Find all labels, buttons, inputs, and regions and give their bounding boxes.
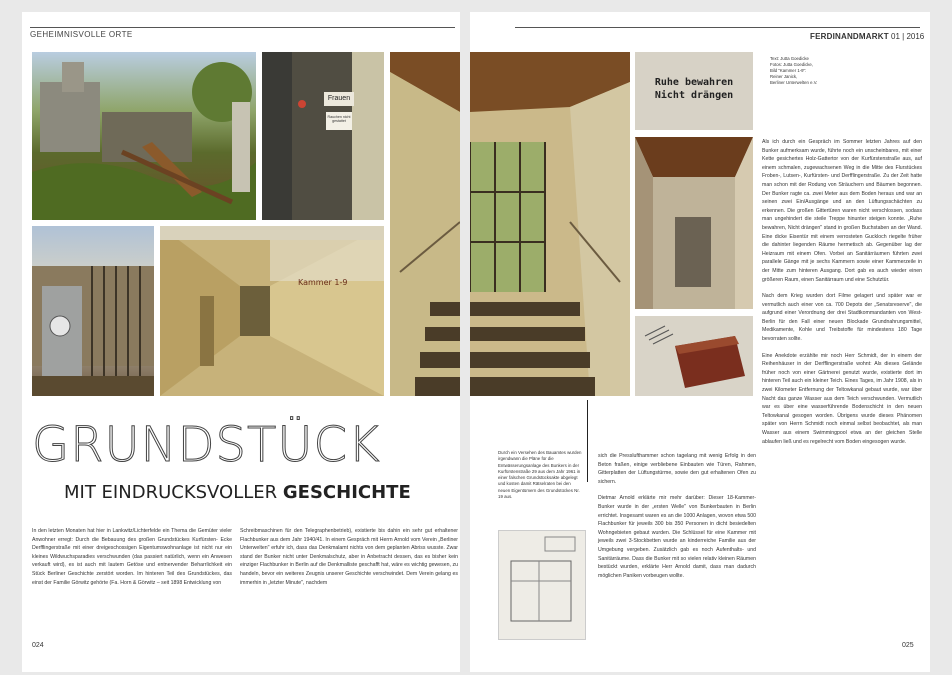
body-column-4-p3: Eine Anekdote erzählte mir noch Herr Schmidt, der in einem der Reihenhäuser in der Derfflingerstraße wohnt: Als dieses Gelände früher noch von einer Gärtnerei genutzt wurde, existierte dort im hinteren Teil auch ein kleiner Teich. Eines Tages, im Jahr 1908, als in zwei Kilometer Entfernung der Teltowkanal gebaut wurde, war über Nacht das ganze Wasser aus dem Teich verschwunden. Vermutlich war es über eine wasserführende Bodenschicht in den neuen Teltowkanal gesogen worden. Übrigens wurde dieses Phänomen später von Herrn Schmidt noch einmal selbst beobachtet, als man Wasser aus einem Swimmingpool etwa an der gleichen Stelle ablaufen ließ und es regelrecht vom Boden eingesogen wurde. bbox=[762, 352, 922, 445]
credit-line-3: Bild "Kammer 1-9": bbox=[770, 68, 807, 73]
bunker-entrance-illustration bbox=[635, 137, 753, 309]
corridor-sign-kammer: Kammer 1-9 bbox=[298, 278, 348, 287]
bunker-plan-photo bbox=[498, 530, 586, 640]
body-column-3 bbox=[598, 452, 756, 588]
issue-number: 01 | 2016 bbox=[891, 32, 925, 41]
body-column-4 bbox=[762, 138, 922, 454]
left-page-number: 024 bbox=[32, 642, 44, 649]
body-column-4-p1: Als ich durch ein Gespräch im Sommer letzten Jahres auf den Bunker aufmerksam wurde, führte noch ein unscheinbares, mit einer Kette gesichertes Holz-Gattertor von der Kurfürstenstraße aus, auf einem schmalen, zugewachsenen Weg in die Mitte des Flurstückes Froben-, Lutsen-, Kurfürsten- und Derfflingerstraße. Zu der Zeit hatte man schon mit der Rodung von Sträuchern und Bäumen begonnen. Der Bunker ragte ca. zwei Meter aus dem Boden heraus und war an seinen zwei Ein/Ausgänge und an den Lüftungsschächten zu erkennen. Die großen Gittertüren waren nicht verschlossen, sodass man ungehindert die steile Treppe hinunter steigen konnte. „Ruhe bewahren, Nicht drängen" stand in großen Buchstaben an der Wand. Eine dicke Eisentür mit einem verrosteten Guckloch riegelte früher die dahinter liegenden Räume hermetisch ab. Gegenüber lag der Heizraum mit einem Ofen. Vorbei an Sanitärräumen führten zwei parallele Gänge mit je sechs Kammern sowie einer Kammerzeile in der Mitte zum hinteren Ausgang. Dort gab es auch wieder einen größeren Raum, einen Sanitärraum und eine Schutztür. bbox=[762, 139, 922, 283]
staircase-illustration-left bbox=[390, 52, 460, 396]
wall-sign-line-2: Nicht drängen bbox=[654, 90, 734, 101]
subtitle-bold: GESCHICHTE bbox=[282, 482, 411, 503]
wall-sign-line-1: Ruhe bewahren bbox=[654, 77, 734, 88]
top-rule-right bbox=[515, 27, 920, 28]
gate-photo bbox=[32, 226, 154, 396]
garden-illustration bbox=[32, 52, 256, 220]
body-column-2: Schreibmaschinen für den Telegraphenbetrieb), existierte bis dahin ein sehr gut erhaltener Flachbunker aus dem Jahr 1940/41. In einem Gespräch mit Herrn Arnold vom Verein „Berliner Unterwelten" erfuhr ich, dass das Denkmalamt nichts von dem geplanten Abriss wusste. Zwar stand der Bunker nicht unter Denkmalschutz, aber in Anbetracht dessen, das es bisher kein einziger Flachbunker in Berlin auf die Denkmalliste geschafft hat, wäre es wichtig gewesen, zu handeln, bevor ein weiteres Zeugnis unserer Geschichte verschwindet. Dem Verein gelang es immerhin in „letzter Minute", nachdem bbox=[240, 528, 458, 586]
article-title: GRUNDSTÜCK bbox=[32, 417, 381, 473]
right-page-number: 025 bbox=[902, 642, 914, 649]
section-label: GEHEIMNISVOLLE ORTE bbox=[30, 30, 133, 39]
article-subtitle bbox=[64, 482, 411, 503]
corridor-photo bbox=[160, 226, 384, 396]
staircase-photo-right bbox=[470, 52, 630, 396]
body-column-4-p2: Nach dem Krieg wurden dort Filme gelagert und später war er vermutlich auch einer von ca. 700 Depots der „Senatsreserve", die aufgrund einer Verordnung der drei Stadtkommandanten von West-Berlin für den Fall einer neuen Blockade Grundnahrungsmittel, Medikamente, Kohle und Treibstoffe für mindestens 180 Tage bevorraten sollte. bbox=[762, 293, 922, 343]
door-sign-rauchen: Rauchen nicht gestattet bbox=[326, 112, 352, 130]
subtitle-light: MIT EINDRUCKSVOLLER bbox=[64, 482, 278, 503]
old-box-illustration bbox=[635, 316, 753, 396]
credit-line-5: Berliner Unterwelten e.V. bbox=[770, 80, 818, 85]
magazine-name: FERDINANDMARKT bbox=[810, 32, 889, 41]
plan-caption: Durch ein Versehen des Bauamtes wurden irgendwann die Pläne für die Entwässerungsanlage des Bunkers in der Kurfürstenstraße 29 aus dem Jahr 1961 in einer falschen Grundstücksakte abgelegt und kosten damit Rätselraten bei den neuen Eigentümern des Grundstückes Nr. 19 aus. bbox=[498, 450, 582, 500]
gate-illustration bbox=[32, 226, 154, 396]
staircase-illustration-right bbox=[470, 52, 630, 396]
bunker-entrance-photo bbox=[635, 137, 753, 309]
top-rule bbox=[30, 27, 455, 28]
door-sign-frauen: Frauen bbox=[324, 92, 354, 106]
credit-line-1: Text: Jutta Goedicke bbox=[770, 56, 809, 61]
left-page bbox=[22, 12, 460, 672]
wall-sign-text bbox=[641, 76, 747, 102]
garden-photo bbox=[32, 52, 256, 220]
masthead bbox=[810, 32, 924, 41]
body-column-3-p2: Dietmar Arnold erklärte mir mehr darüber: Dieser 18-Kammer-Bunker wurde in der „ersten Welle" von Bunkerbauten in Berlin errichtet. Insgesamt waren es an die 1000 Anlagen, wovon etwa 500 Flachbunker für jeweils 300 bis 350 Personen in dicht besiedelten Wohngebieten gebaut wurden. Die Schlüssel für eine Kammer mit jeweils zwei 3-Stockbetten wurde an kinderreiche Familie aus der Umgebung vergeben. Zusätzlich gab es noch Aufenthalts- und Sanitärräume. Dass die Bunker mit so vielen relativ kleinen Räumen bestückt wurden, erklärte Herr Arnold damit, dass man dadurch möglichen Paniken vorbeugen wollte. bbox=[598, 495, 756, 579]
old-box-photo bbox=[635, 316, 753, 396]
wall-sign-photo bbox=[635, 52, 753, 130]
credit-line-4: Reiner Janick, bbox=[770, 74, 798, 79]
credit-line-2: Fotos: Jutta Goedicke, bbox=[770, 62, 813, 67]
bunker-plan-illustration bbox=[499, 531, 586, 640]
staircase-photo-left bbox=[390, 52, 460, 396]
credits bbox=[770, 56, 850, 86]
caption-callout-line bbox=[587, 400, 588, 482]
body-column-1: In den letzten Monaten hat hier in Lankwitz/Lichterfelde ein Thema die Gemüter vieler Anwohner erregt: Durch die Bebauung des großen Grundstückes Kurfürsten- Ecke Derfflingerstraße mit einer dreigeschossigen Eigentumswohnanlage ist nicht nur ein kleines Wildwuchsparadies verschwunden (das passiert natürlich, wenn ein Anwesen verkauft wird), es ist auch mit lautem Getöse und entnervender Beharrlichkeit ein Stück Berliner Geschichte zerstört worden. Im hinteren Teil des Grundstückes, das einst der Familie Görwitz gehörte (Fa. Horn & Görwitz – seit 1898 Entwicklung von bbox=[32, 528, 232, 586]
right-page bbox=[470, 12, 930, 672]
body-column-3-p1: sich die Presslufthammer schon tagelang mit wenig Erfolg in den Beton fraßen, einige verbliebene Einbauten wie Türen, Rahmen, Gitterplatten der Lüftungstürme, sowie den gut erhaltenen Ofen zu sichern. bbox=[598, 453, 756, 485]
corridor-illustration bbox=[160, 226, 384, 396]
door-photo bbox=[262, 52, 384, 220]
